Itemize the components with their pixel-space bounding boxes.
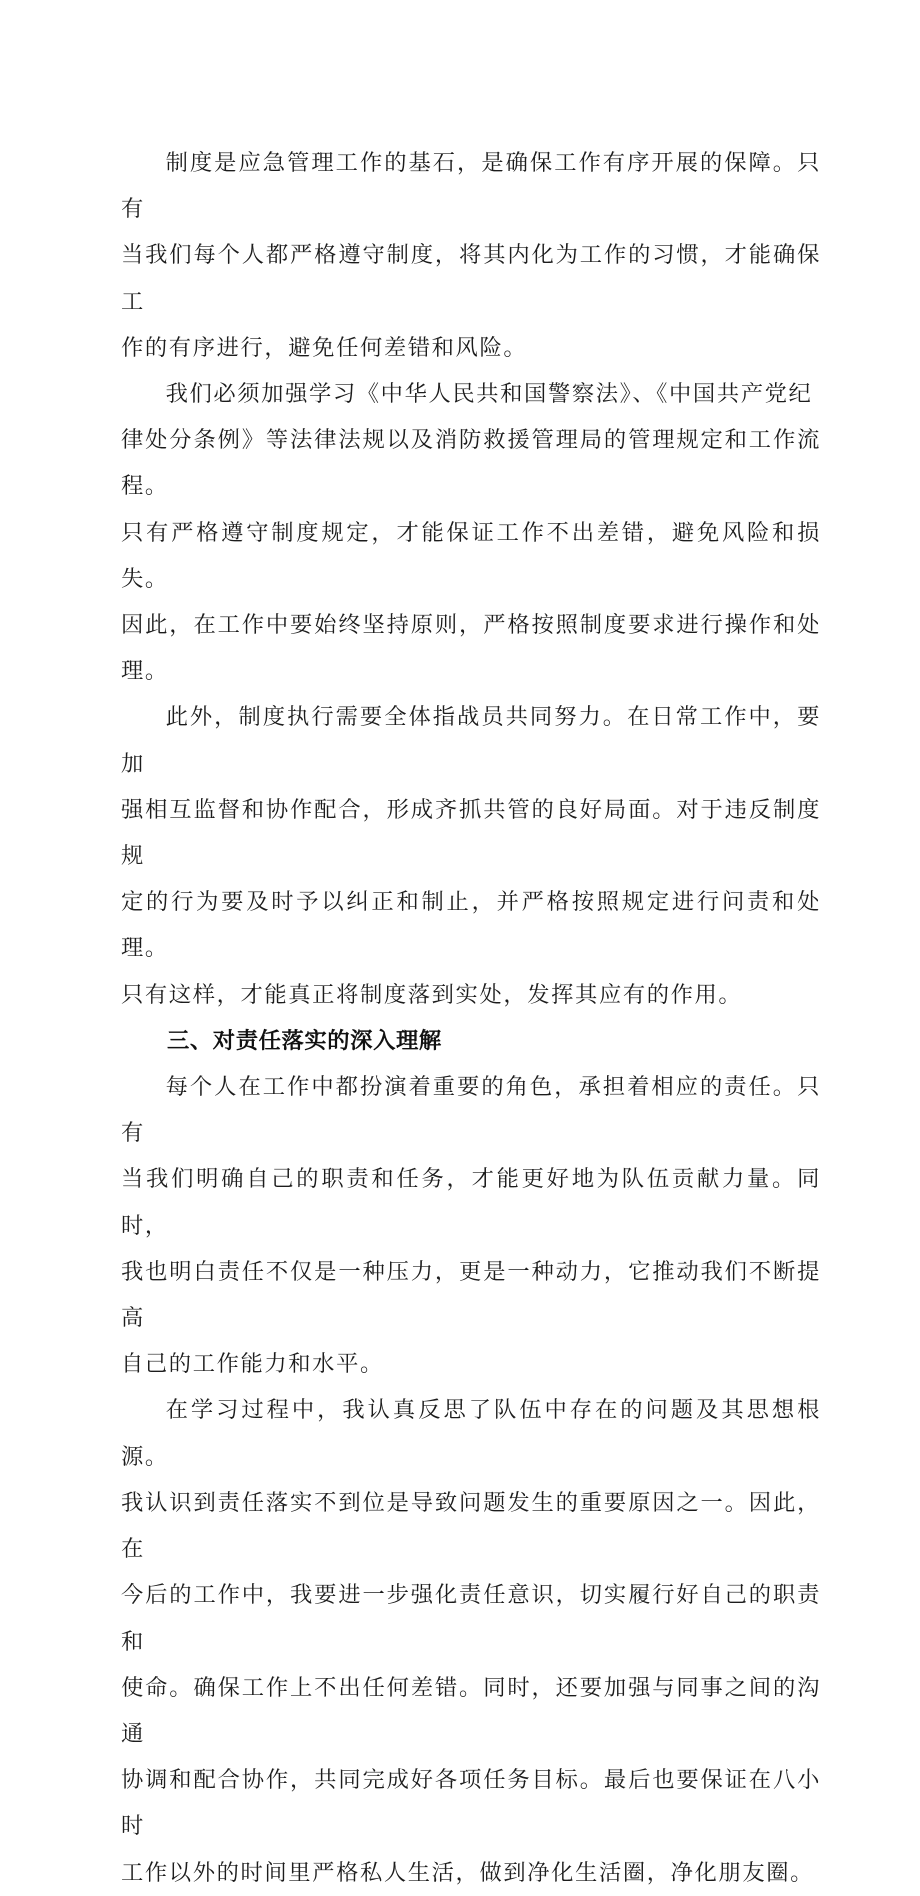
paragraph-system-foundation: 制度是应急管理工作的基石，是确保工作有序开展的保障。只有 当我们每个人都严格遵守制度，将其内化为工作的习惯，才能确保工 作的有序进行，避免任何差错和风险。	[121, 150, 821, 361]
paragraph-self-reflection: 在学习过程中，我认真反思了队伍中存在的问题及其思想根源。 我认识到责任落实不到位是导致问题发生的重要原因之一。因此，在 今后的工作中，我要进一步强化责任意识，切实履行好自己的职责和 使命。确保工作上不出任何差错。同时，还要加强与同事之间的沟通 协调和配合协作，共同完成好各项任务目标。最后也要保证在八小时 工作以外的时间里严格私人生活，做到净化生活圈，净化朋友圈。	[121, 1397, 821, 1886]
paragraph-responsibility-roles: 每个人在工作中都扮演着重要的角色，承担着相应的责任。只有 当我们明确自己的职责和任务，才能更好地为队伍贡献力量。同时， 我也明白责任不仅是一种压力，更是一种动力，它推动我们不断提高 自己的工作能力和水平。	[121, 1074, 821, 1378]
section-heading: 三、对责任落实的深入理解	[167, 1027, 442, 1054]
paragraph-study-laws: 我们必须加强学习《中华人民共和国警察法》、《中国共产党纪 律处分条例》等法律法规以及消防救援管理局的管理规定和工作流程。 只有严格遵守制度规定，才能保证工作不出差错，避免风险和损失。 因此，在工作中要始终坚持原则，严格按照制度要求进行操作和处理。	[121, 381, 821, 685]
document-body	[121, 140, 821, 1896]
paragraph-joint-effort: 此外，制度执行需要全体指战员共同努力。在日常工作中，要加 强相互监督和协作配合，形成齐抓共管的良好局面。对于违反制度规 定的行为要及时予以纠正和制止，并严格按照规定进行问责和处理。 只有这样，才能真正将制度落到实处，发挥其应有的作用。	[121, 704, 821, 1008]
